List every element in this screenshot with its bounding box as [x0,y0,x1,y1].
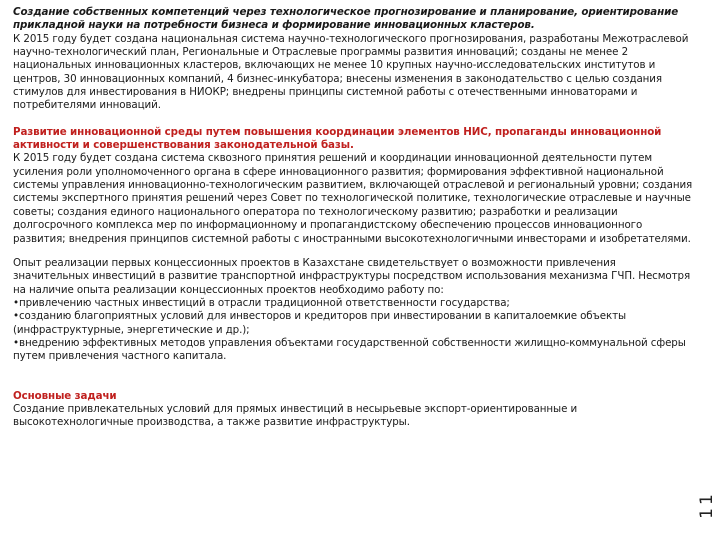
section-concessions [13,257,693,364]
concessions-bullet-item: •внедрению эффективных методов управления объектами государственной собственности жилищно-коммунальной сферы путем привлечения частного капитала. [13,336,686,363]
section-competencies-body: К 2015 году будет создана национальная система научно-технологического прогнозирования, разработаны Межотраслевой научно-технологический план, Региональные и Отраслевые программы развития инноваций; созданы не менее 2 национальных инновационных кластеров, включающих не менее 10 крупных научно-исследовательских институтов и центров, 30 инновационных компаний, 4 бизнес-инкубатора; внесены изменения в законодательство с целью создания стимулов для инвестирования в НИОКР; внедрены принципы системной работы с отечественными инноваторами и потребителями инноваций. [13,32,689,112]
section-concessions-intro: Опыт реализации первых концессионных проектов в Казахстане свидетельствует о возможности привлечения значительных инвестиций в развитие транспортной инфраструктуры посредством использования механизма ГЧП. Несмотря на наличие опыта реализации концессионных проектов необходимо работу по: [13,256,691,296]
section-innovation-environment [13,126,693,246]
slide-content [13,6,693,430]
section-competencies-heading: Создание собственных компетенций через технологическое прогнозирование и планирование, ориентирование прикладной науки на потребности бизнеса и формирование инновационных кластеров. [13,6,679,32]
right-margin [695,0,720,540]
section-main-tasks-body: Создание привлекательных условий для прямых инвестиций в несырьевые экспорт-ориентированные и высокотехнологичные производства, а также развитие инфраструктуры. [13,402,578,429]
page-number: 11 [697,491,717,519]
concessions-bullet-item: •привлечению частных инвестиций в отрасли традиционной ответственности государства; [13,296,510,309]
section-competencies [13,6,693,113]
section-main-tasks-heading: Основные задачи [13,389,117,402]
section-innovation-environment-heading: Развитие инновационной среды путем повышения координации элементов НИС, пропаганды инновационной активности и совершенствования законодательной базы. [13,125,662,152]
concessions-bullet-item: •созданию благоприятных условий для инвесторов и кредиторов при инвестировании в капиталоемкие объекты (инфраструктурные, энергетические и др.); [13,310,627,336]
section-innovation-environment-body: К 2015 году будет создана система сквозного принятия решений и координации инновационной деятельности путем усиления роли уполномоченного органа в сфере инновационного развития; формирования эффективной национальной системы управления инновационно-технологическим развитием, включающей отраслевой и региональный уровни; создания системы экспертного принятия решений через Совет по технологической политике, технологические отраслевые и научные советы; создания единого национального оператора по технологическому развитию; разработки и реализации долгосрочного комплекса мер по информационному и пропагандистскому обеспечению процессов инновационного развития; внедрения принципов системной работы с иностранными высокотехнологичными инвесторами и изобретателями. [13,152,693,245]
section-main-tasks [13,390,693,430]
